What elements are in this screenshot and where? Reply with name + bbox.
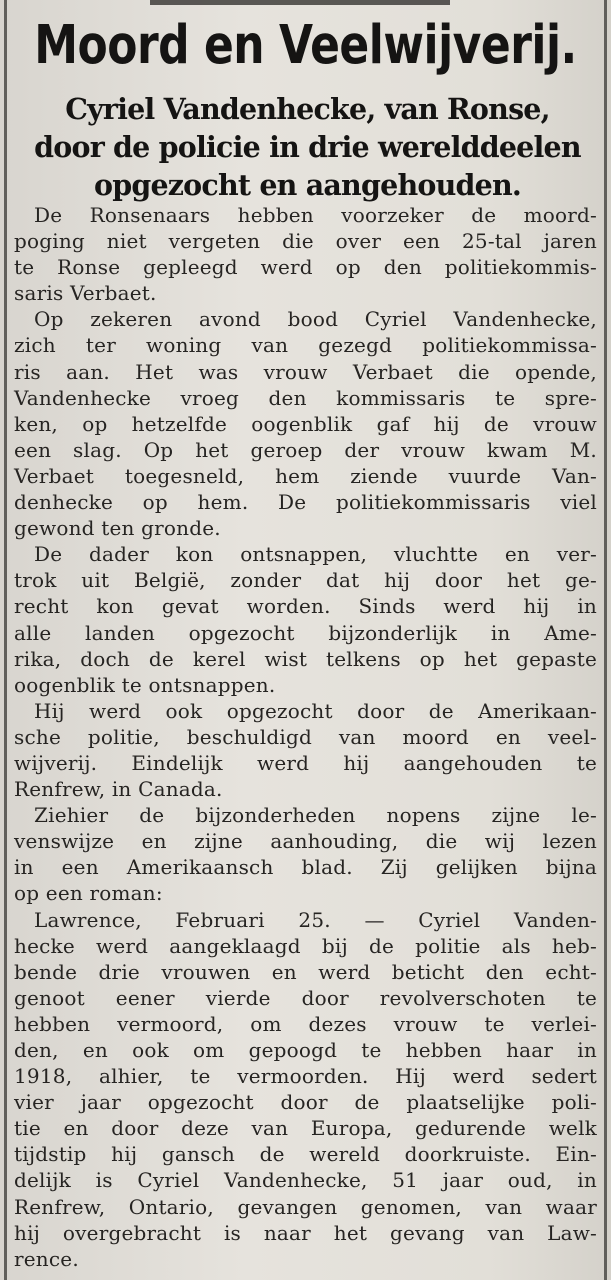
article-line: denhecke op hem. De politiekommissaris viel <box>14 490 597 515</box>
article-line: genoot eener vierde door revolverschoten te <box>14 985 597 1010</box>
article-line: Lawrence, Februari 25. — Cyriel Vanden- <box>34 907 597 932</box>
article-line: Verbaet toegesneld, hem ziende vuurde Van- <box>14 463 597 488</box>
article-line: trok uit België, zonder dat hij door het ge- <box>14 568 597 593</box>
article-line: rence. <box>14 1246 79 1271</box>
article-line: oogenblik te ontsnappen. <box>14 672 276 697</box>
article-line: Ziehier de bijzonderheden nopens zijne le- <box>34 803 597 828</box>
article-line: bende drie vrouwen en werd beticht den echt- <box>14 959 597 984</box>
article-line: in een Amerikaansch blad. Zij gelijken bijna <box>14 855 597 880</box>
article-line: een slag. Op het geroep der vrouw kwam M. <box>14 437 597 462</box>
article-line: Op zekeren avond bood Cyriel Vandenhecke, <box>34 307 597 332</box>
article-line: wijverij. Eindelijk werd hij aangehouden te <box>14 750 597 775</box>
article-line: gewond ten gronde. <box>14 516 221 541</box>
article-line: saris Verbaet. <box>14 281 157 306</box>
left-column-rule <box>4 0 7 1280</box>
right-column-rule <box>604 0 607 1280</box>
article-line: recht kon gevat worden. Sinds werd hij in <box>14 594 597 619</box>
article-line: hecke werd aangeklaagd bij de politie als heb- <box>14 933 597 958</box>
article-line: Renfrew, Ontario, gevangen genomen, van waar <box>14 1194 597 1219</box>
article-line: Renfrew, in Canada. <box>14 777 223 802</box>
article-line: op een roman: <box>14 881 163 906</box>
subheadline-line: door de policie in drie werelddeelen <box>34 130 581 164</box>
article-line: Vandenhecke vroeg den kommissaris te spre- <box>14 385 597 410</box>
subheadline-line: Cyriel Vandenhecke, van Ronse, <box>65 92 550 126</box>
article-line: poging niet vergeten die over een 25-tal jaren <box>14 229 597 254</box>
article-line: sche politie, beschuldigd van moord en veel- <box>14 724 597 749</box>
article-line: De Ronsenaars hebben voorzeker de moord- <box>34 203 597 227</box>
article-line: hebben vermoord, om dezes vrouw te verlei- <box>14 1011 597 1036</box>
article-line: De dader kon ontsnappen, vluchtte en ver- <box>34 542 597 567</box>
subheadline-line: opgezocht en aangehouden. <box>94 168 521 202</box>
article-line: den, en ook om gepoogd te hebben haar in <box>14 1038 597 1062</box>
top-rule <box>150 0 450 5</box>
article-line: 1918, alhier, te vermoorden. Hij werd sedert <box>14 1064 597 1089</box>
article-line: alle landen opgezocht bijzonderlijk in Ame- <box>14 620 597 645</box>
subheadline <box>14 90 601 204</box>
article-line: venswijze en zijne aanhouding, die wij lezen <box>14 829 597 854</box>
article-line: vier jaar opgezocht door de plaatselijke poli- <box>14 1090 597 1115</box>
headline: Moord en Veelwijverij. <box>34 14 577 77</box>
article-line: tijdstip hij gansch de wereld doorkruiste. Ein- <box>14 1142 597 1167</box>
article-line: te Ronse gepleegd werd op den politiekommis- <box>14 255 597 280</box>
article-line: ken, op hetzelfde oogenblik gaf hij de vrouw <box>14 411 597 436</box>
article-line: tie en door deze van Europa, gedurende welk <box>14 1116 597 1141</box>
article-line: zich ter woning van gezegd politiekommissa- <box>14 333 597 358</box>
article-line: Hij werd ook opgezocht door de Amerikaan- <box>34 698 597 723</box>
article-line: hij overgebracht is naar het gevang van Law- <box>14 1220 597 1245</box>
article-line: ris aan. Het was vrouw Verbaet die opende, <box>14 359 597 384</box>
article-line: delijk is Cyriel Vandenhecke, 51 jaar oud, in <box>14 1168 597 1193</box>
article-body <box>14 202 597 1272</box>
article-line: rika, doch de kerel wist telkens op het gepaste <box>14 646 597 671</box>
